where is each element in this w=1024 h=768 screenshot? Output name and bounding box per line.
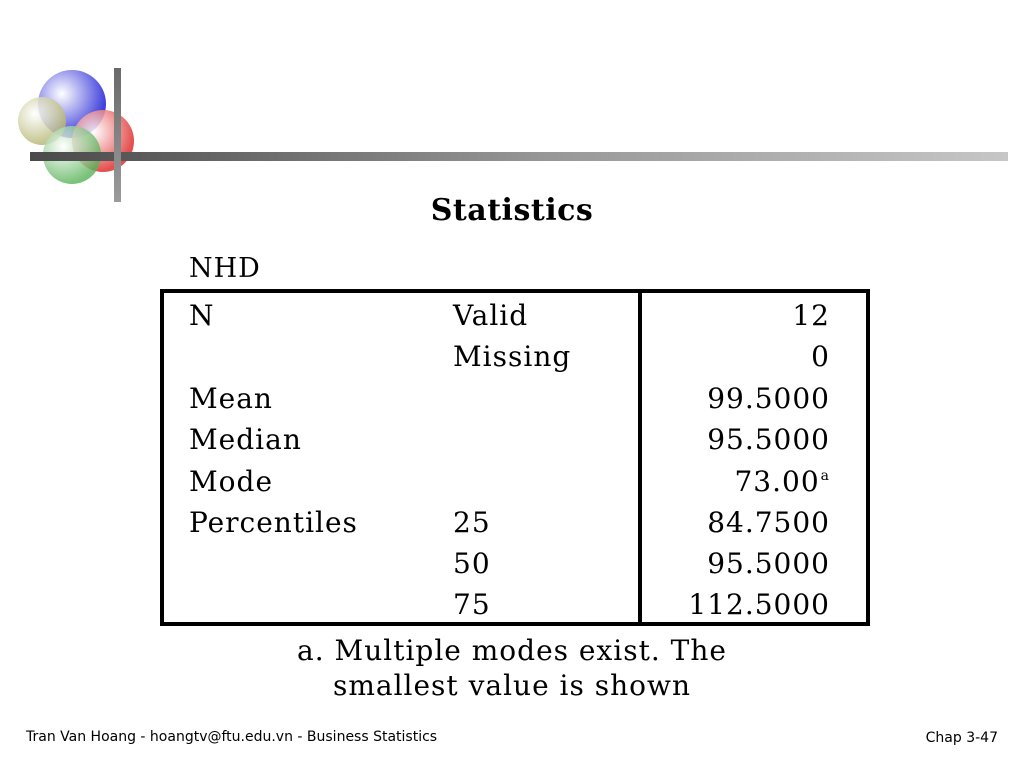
footer-slide-number: Chap 3-47 — [925, 730, 998, 746]
row-value — [707, 543, 830, 584]
header-rule — [30, 152, 1008, 161]
value-text: 73.00 — [734, 465, 820, 498]
row-label: Mode — [189, 465, 274, 498]
row-value — [707, 419, 830, 460]
row-value — [707, 502, 830, 543]
footer-author: Tran Van Hoang - hoangtv@ftu.edu.vn - Business Statistics — [26, 729, 438, 745]
table-row — [164, 543, 866, 584]
table-footnote — [0, 633, 1024, 703]
footnote-line-1: a. Multiple modes exist. The — [297, 634, 727, 667]
table-row — [164, 461, 866, 502]
footnote-line-2: smallest value is shown — [332, 669, 692, 702]
row-sublabel: Valid — [453, 299, 529, 332]
footnote-marker: a — [820, 468, 830, 484]
value-text: 0 — [811, 340, 830, 373]
value-text: 99.5000 — [707, 382, 830, 415]
row-value — [688, 584, 830, 625]
table-row — [164, 584, 866, 625]
row-value — [707, 378, 830, 419]
row-value — [811, 336, 830, 377]
variable-label: NHD — [189, 253, 261, 284]
table-row — [164, 378, 866, 419]
value-text: 112.5000 — [688, 588, 830, 621]
table-row — [164, 502, 866, 543]
logo-vertical-rule — [114, 68, 121, 202]
statistics-table — [160, 289, 870, 626]
row-label: Percentiles — [189, 506, 358, 539]
value-text: 84.7500 — [707, 506, 830, 539]
table-row — [164, 419, 866, 460]
value-text: 12 — [792, 299, 830, 332]
value-text: 95.5000 — [707, 547, 830, 580]
row-label: Median — [189, 423, 302, 456]
table-row — [164, 336, 866, 377]
row-sublabel: Missing — [453, 340, 572, 373]
page-title: Statistics — [430, 193, 594, 228]
row-label: Mean — [189, 382, 273, 415]
row-sublabel: 75 — [453, 588, 491, 621]
overlapping-circles-logo — [0, 0, 160, 215]
row-value — [792, 295, 830, 336]
table-row — [164, 295, 866, 336]
value-text: 95.5000 — [707, 423, 830, 456]
row-sublabel: 50 — [453, 547, 491, 580]
row-label: N — [189, 299, 215, 332]
row-value — [734, 461, 830, 508]
row-sublabel: 25 — [453, 506, 491, 539]
